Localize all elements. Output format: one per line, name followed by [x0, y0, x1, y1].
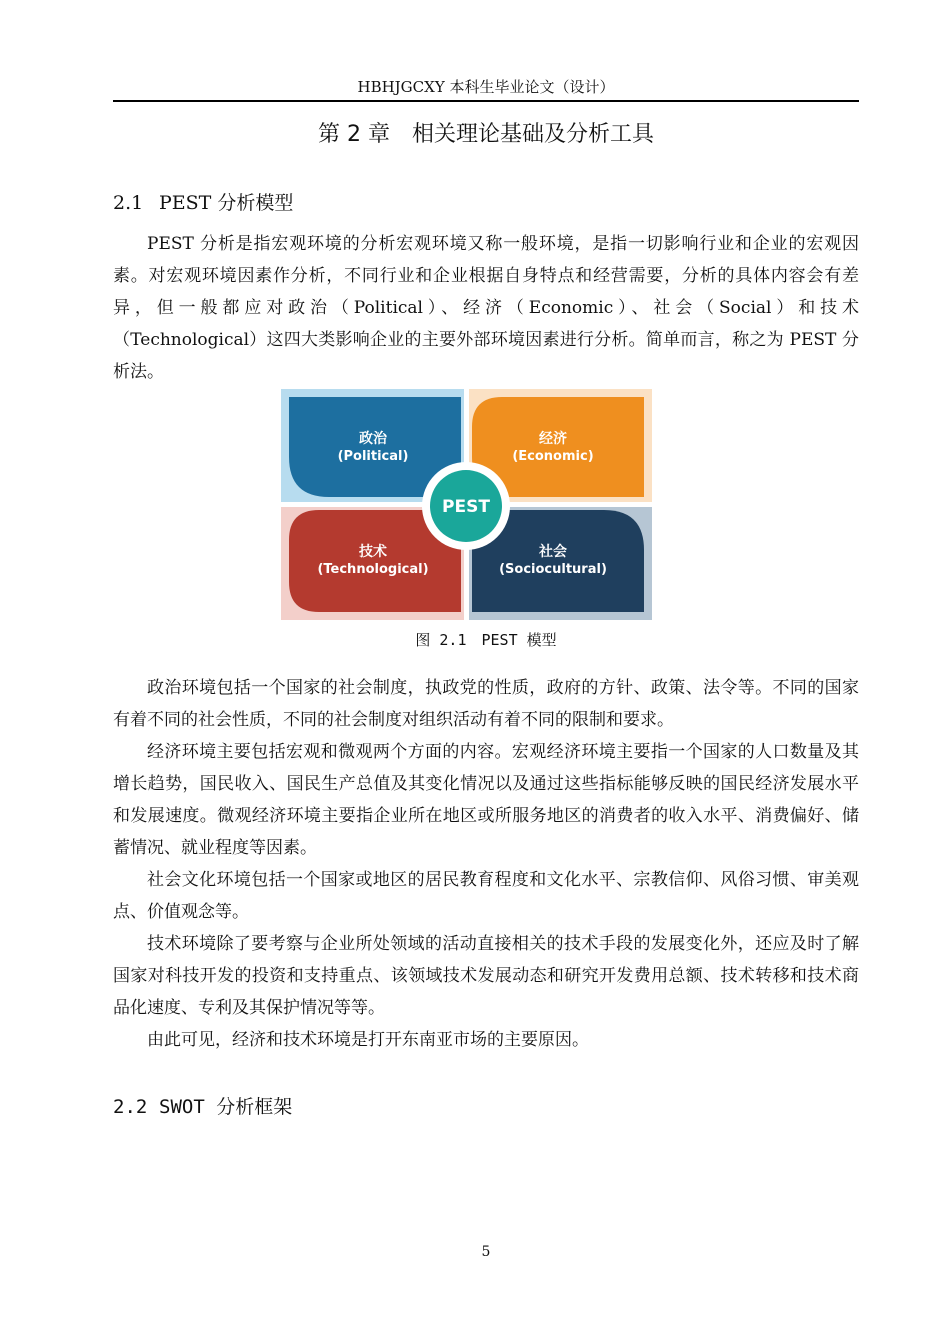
chapter-title: 第 2 章 相关理论基础及分析工具 [318, 122, 654, 147]
paragraph: PEST 分析是指宏观环境的分析宏观环境又称一般环境，是指一切影响行业和企业的宏观因素。对宏观环境因素作分析，不同行业和企业根据自身特点和经营需要，分析的具体内容会有差异，但一般都应对政治（Political）、经济（Economic）、社会（Social）和技术（Technological）这四大类影响企业的主要外部环境因素进行分析。简单而言，称之为 PEST 分析法。 [113, 234, 859, 382]
paragraph: 社会文化环境包括一个国家或地区的居民教育程度和文化水平、宗教信仰、风俗习惯、审美观点、价值观念等。 [113, 870, 859, 922]
paragraph: 由此可见，经济和技术环境是打开东南亚市场的主要原因。 [147, 1030, 589, 1050]
political-subtitle: (Political) [337, 449, 409, 464]
section-title: SWOT 分析框架 [159, 1096, 293, 1118]
page-header: HBHJGCXY 本科生毕业论文（设计） [113, 78, 859, 102]
section-number: 2.2 [113, 1096, 148, 1118]
page-number: 5 [481, 1244, 491, 1260]
body-text [113, 672, 859, 1056]
technological-subtitle: (Technological) [317, 562, 429, 577]
section-title: PEST 分析模型 [159, 192, 294, 214]
sociocultural-title: 社会 [539, 544, 567, 560]
pest-model-figure [281, 389, 652, 620]
economic-title: 经济 [539, 431, 567, 447]
figure-caption: 图 2.1 PEST 模型 [415, 631, 557, 649]
section-number: 2.1 [113, 192, 144, 214]
pest-center-label: PEST [442, 497, 490, 517]
political-title: 政治 [359, 431, 387, 447]
paragraph: 技术环境除了要考察与企业所处领域的活动直接相关的技术手段的发展变化外，还应及时了解国家对科技开发的投资和支持重点、该领域技术发展动态和研究开发费用总额、技术转移和技术商品化速度、专利及其保护情况等等。 [113, 934, 859, 1018]
sociocultural-subtitle: (Sociocultural) [499, 562, 607, 577]
intro-text [113, 228, 859, 388]
section-heading-2-2 [113, 1094, 292, 1120]
economic-subtitle: (Economic) [512, 449, 594, 464]
paragraph: 政治环境包括一个国家的社会制度，执政党的性质，政府的方针、政策、法令等。不同的国家有着不同的社会性质，不同的社会制度对组织活动有着不同的限制和要求。 [113, 678, 859, 730]
section-heading-2-1 [113, 190, 293, 216]
pest-diagram [281, 389, 652, 620]
paragraph: 经济环境主要包括宏观和微观两个方面的内容。宏观经济环境主要指一个国家的人口数量及其增长趋势，国民收入、国民生产总值及其变化情况以及通过这些指标能够反映的国民经济发展水平和发展速度。微观经济环境主要指企业所在地区或所服务地区的消费者的收入水平、消费偏好、储蓄情况、就业程度等因素。 [113, 742, 859, 858]
technological-title: 技术 [359, 544, 387, 560]
